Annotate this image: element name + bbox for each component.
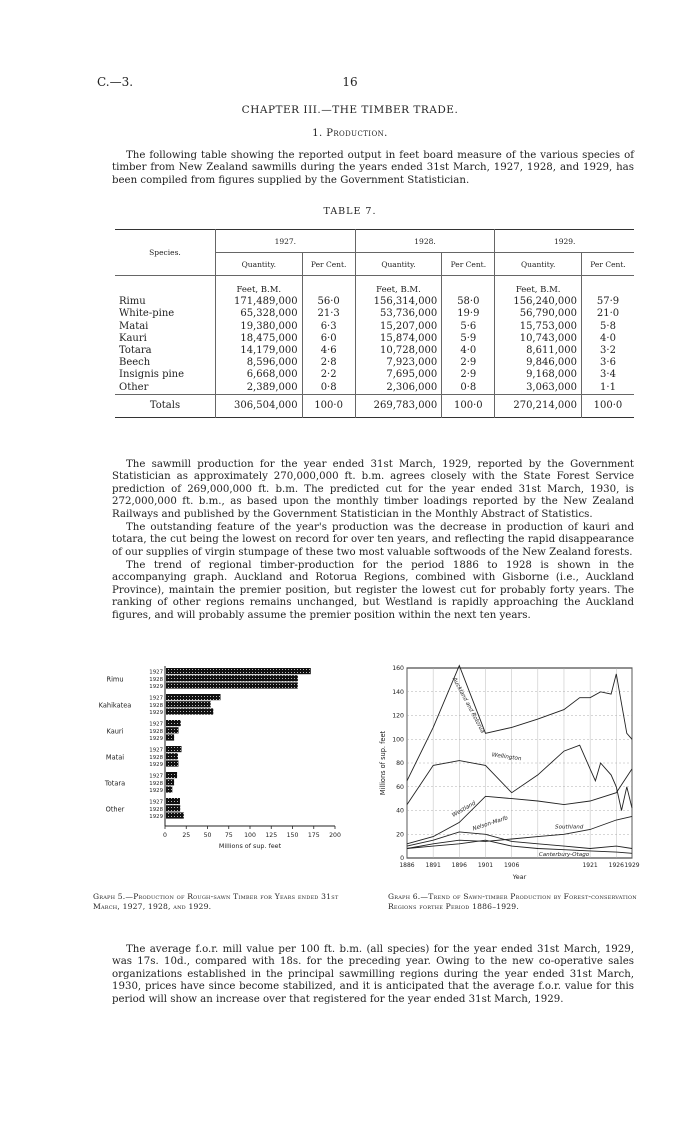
- series-label: Southland: [555, 824, 584, 831]
- year-label: 1929: [149, 684, 163, 691]
- y-tick-label: 120: [392, 712, 404, 720]
- x-tick-label: 1891: [425, 862, 441, 869]
- graph-6-caption: Graph 6.—Trend of Sawn-timber Production by Forest-conservation Regions forthe Period 1886–1929.: [388, 892, 637, 911]
- production-table: [115, 229, 634, 418]
- total-quantity-cell: 306,504,000: [216, 394, 303, 417]
- species-name: Rimu: [119, 296, 146, 308]
- quantity-cell: 9,846,000: [495, 357, 582, 369]
- total-quantity-cell: 270,214,000: [495, 394, 582, 417]
- year-label: 1927: [149, 799, 163, 806]
- species-cell: [115, 369, 216, 381]
- group-label: Kahikatea: [98, 701, 132, 710]
- bar: [166, 805, 180, 811]
- percent-cell: 6·3: [302, 321, 355, 333]
- species-cell: [115, 357, 216, 369]
- bar: [166, 786, 172, 792]
- paragraph-3: The trend of regional timber-production for the period 1886 to 1928 is shown in the accompanying graph. Auckland and Rotorua Regions, combined with Gisborne (i.e., Auckland Province), maintain the premier position, but register the lowest cut for probably forty years. The ranking of other regions remains unchanged, but Westland is rapidly approaching the Auckland figures, and will probably assume the premier position within the next ten years.: [112, 560, 634, 621]
- paragraph-2: The outstanding feature of the year's production was the decrease in production of kauri and totara, the cut being the lowest on record for over ten years, and reflecting the rapid disappearance of our supplies of virgin stumpage of these two most valuable softwoods of the New Zealand forests.: [112, 522, 634, 558]
- percent-cell: 2·8: [302, 357, 355, 369]
- year-label: 1928: [149, 676, 163, 683]
- page-number: 16: [342, 75, 358, 89]
- percent-header: Per Cent.: [302, 253, 355, 276]
- year-label: 1927: [149, 721, 163, 728]
- totals-label: Totals: [115, 394, 216, 417]
- percent-cell: 21·0: [581, 308, 634, 320]
- group-label: Matai: [105, 753, 125, 762]
- quantity-cell: 171,489,000: [216, 296, 303, 308]
- bar: [166, 727, 179, 733]
- percent-cell: 0·8: [302, 382, 355, 395]
- percent-cell: 2·2: [302, 369, 355, 381]
- year-header-1928: 1928.: [355, 230, 495, 253]
- year-header-1929: 1929.: [495, 230, 634, 253]
- species-cell: [115, 321, 216, 333]
- year-label: 1929: [149, 710, 163, 717]
- species-cell: [115, 308, 216, 320]
- bar: [166, 760, 178, 766]
- x-tick-label: 1901: [477, 862, 494, 869]
- x-tick-label: 50: [203, 832, 212, 839]
- table-row: [115, 369, 634, 381]
- percent-cell: 4·0: [581, 333, 634, 345]
- quantity-cell: 8,611,000: [495, 345, 582, 357]
- group-label: Kauri: [106, 727, 124, 736]
- quantity-cell: 3,063,000: [495, 382, 582, 395]
- bar: [166, 779, 174, 785]
- percent-cell: 5·6: [442, 321, 495, 333]
- table-row: [115, 357, 634, 369]
- percent-cell: 5·9: [442, 333, 495, 345]
- quantity-cell: 7,923,000: [355, 357, 442, 369]
- group-label: Totara: [104, 779, 126, 788]
- bar: [166, 772, 177, 778]
- y-axis-label: Millions of sup. feet: [379, 730, 387, 796]
- group-label: Rimu: [106, 675, 124, 684]
- table-row: [115, 345, 634, 357]
- x-tick-label: 175: [307, 832, 320, 839]
- quantity-cell: 53,736,000: [355, 308, 442, 320]
- year-label: 1927: [149, 773, 163, 780]
- percent-header: Per Cent.: [442, 253, 495, 276]
- y-tick-label: 0: [400, 855, 404, 863]
- intro-paragraph: The following table showing the reported output in feet board measure of the various species of timber from New Zealand sawmills during the years ended 31st March, 1927, 1928, and 1929, has been compiled from figures supplied by the Government Statistician.: [112, 150, 634, 186]
- species-name: Beech: [119, 357, 151, 369]
- x-tick-label: 0: [163, 832, 167, 839]
- species-name: Insignis pine: [119, 369, 185, 381]
- y-tick-label: 140: [392, 688, 404, 696]
- series-line: [407, 745, 632, 810]
- y-tick-label: 40: [396, 807, 404, 815]
- species-name: Totara: [119, 345, 152, 357]
- y-tick-label: 60: [396, 783, 404, 791]
- unit-label: Feet, B.M.: [355, 276, 442, 297]
- quantity-cell: 15,874,000: [355, 333, 442, 345]
- total-percent-cell: 100·0: [302, 394, 355, 417]
- bar: [166, 701, 211, 707]
- y-tick-label: 80: [396, 760, 404, 768]
- x-tick-label: 125: [265, 832, 278, 839]
- quantity-cell: 2,389,000: [216, 382, 303, 395]
- quantity-header: Quantity.: [355, 253, 442, 276]
- series-label: Auckland and Rotorua: [450, 676, 486, 735]
- quantity-cell: 8,596,000: [216, 357, 303, 369]
- percent-cell: 4·6: [302, 345, 355, 357]
- percent-cell: 3·2: [581, 345, 634, 357]
- y-tick-label: 160: [392, 665, 404, 673]
- year-label: 1928: [149, 702, 163, 709]
- quantity-cell: 14,179,000: [216, 345, 303, 357]
- x-tick-label: 1926: [608, 862, 624, 869]
- quantity-cell: 15,207,000: [355, 321, 442, 333]
- percent-cell: 3·4: [581, 369, 634, 381]
- quantity-cell: 19,380,000: [216, 321, 303, 333]
- quantity-cell: 15,753,000: [495, 321, 582, 333]
- series-label: Canterbury-Otago: [538, 852, 590, 859]
- quantity-cell: 18,475,000: [216, 333, 303, 345]
- y-tick-label: 100: [392, 736, 404, 744]
- percent-cell: 21·3: [302, 308, 355, 320]
- percent-cell: 19·9: [442, 308, 495, 320]
- percent-cell: 2·9: [442, 369, 495, 381]
- group-label: Other: [105, 805, 125, 814]
- bar: [166, 668, 311, 674]
- unit-label: Feet, B.M.: [495, 276, 582, 297]
- bar: [166, 708, 213, 714]
- unit-label: Feet, B.M.: [216, 276, 303, 297]
- percent-cell: 1·1: [581, 382, 634, 395]
- percent-cell: 5·8: [581, 321, 634, 333]
- x-axis-label: Millions of sup. feet: [218, 842, 282, 850]
- year-label: 1928: [149, 780, 163, 787]
- species-name: Kauri: [119, 332, 147, 344]
- table-row: [115, 382, 634, 395]
- x-tick-label: 1929: [624, 862, 640, 869]
- graph-5-chart: [75, 660, 375, 885]
- species-cell: [115, 345, 216, 357]
- percent-header: Per Cent.: [581, 253, 634, 276]
- quantity-cell: 156,314,000: [355, 296, 442, 308]
- x-tick-label: 1886: [399, 862, 415, 869]
- x-axis-label: Year: [512, 873, 527, 881]
- graph-6-chart: [370, 660, 640, 885]
- percent-cell: 58·0: [442, 296, 495, 308]
- total-quantity-cell: 269,783,000: [355, 394, 442, 417]
- x-tick-label: 100: [244, 832, 256, 839]
- quantity-cell: 6,668,000: [216, 369, 303, 381]
- percent-cell: 3·6: [581, 357, 634, 369]
- quantity-cell: 10,728,000: [355, 345, 442, 357]
- year-label: 1929: [149, 762, 163, 769]
- bar: [166, 734, 174, 740]
- paragraph-1: The sawmill production for the year ended 31st March, 1929, reported by the Government Statistician as approximately 270,000,000 ft. b.m. agrees closely with the State Forest Service prediction of 269,000,000 ft. b.m. The predicted cut for the year ended 31st March, 1930, is 272,000,000 ft. b.m., as based upon the monthly timber loadings reported by the New Zealand Railways and published by the Government Statistician in the Monthly Abstract of Statistics.: [112, 459, 634, 520]
- year-label: 1927: [149, 747, 163, 754]
- percent-cell: 4·0: [442, 345, 495, 357]
- x-tick-label: 1906: [504, 862, 520, 869]
- year-label: 1928: [149, 754, 163, 761]
- percent-cell: 0·8: [442, 382, 495, 395]
- graph-5-caption: Graph 5.—Production of Rough-sawn Timber for Years ended 31st March, 1927, 1928, and 1929.: [93, 892, 339, 911]
- x-tick-label: 1896: [451, 862, 467, 869]
- percent-cell: 2·9: [442, 357, 495, 369]
- quantity-cell: 7,695,000: [355, 369, 442, 381]
- year-label: 1927: [149, 695, 163, 702]
- table-title: TABLE 7.: [323, 206, 377, 217]
- bar: [166, 798, 180, 804]
- species-name: Matai: [119, 320, 149, 332]
- percent-cell: 56·0: [302, 296, 355, 308]
- quantity-cell: 156,240,000: [495, 296, 582, 308]
- quantity-cell: 2,306,000: [355, 382, 442, 395]
- x-tick-label: 150: [286, 832, 299, 839]
- x-tick-label: 1921: [582, 862, 598, 869]
- species-cell: [115, 382, 216, 395]
- year-label: 1928: [149, 806, 163, 813]
- series-label: Wellington: [491, 752, 522, 763]
- table-row: [115, 296, 634, 308]
- bar: [166, 753, 178, 759]
- closing-paragraph: The average f.o.r. mill value per 100 ft. b.m. (all species) for the year ended 31st March, 1929, was 17s. 10d., compared with 18s. for the preceding year. Owing to the new co-operative sales organizations established in the principal sawmilling regions during the year ended 31st March, 1930, prices have since become stabilized, and it is anticipated that the average f.o.r. value for this period will show an increase over that registered for the year ended 31st March, 1929.: [112, 944, 634, 1005]
- table-row: [115, 321, 634, 333]
- year-label: 1929: [149, 736, 163, 743]
- quantity-cell: 65,328,000: [216, 308, 303, 320]
- percent-cell: 6·0: [302, 333, 355, 345]
- year-label: 1929: [149, 788, 163, 795]
- year-label: 1927: [149, 669, 163, 676]
- bar: [166, 720, 181, 726]
- percent-cell: 57·9: [581, 296, 634, 308]
- table-row: [115, 308, 634, 320]
- year-label: 1928: [149, 728, 163, 735]
- series-label: Westland: [451, 800, 477, 819]
- total-percent-cell: 100·0: [442, 394, 495, 417]
- x-tick-label: 75: [224, 832, 233, 839]
- x-tick-label: 200: [329, 832, 341, 839]
- series-label: Nelson-Marlb: [471, 815, 509, 833]
- quantity-header: Quantity.: [495, 253, 582, 276]
- bar: [166, 746, 181, 752]
- chapter-heading: CHAPTER III.—THE TIMBER TRADE.: [241, 104, 459, 116]
- series-line: [407, 666, 632, 781]
- series-line: [407, 769, 632, 844]
- x-tick-label: 25: [182, 832, 191, 839]
- species-name: White-pine: [119, 308, 175, 320]
- quantity-cell: 9,168,000: [495, 369, 582, 381]
- section-heading: 1. Production.: [312, 128, 388, 139]
- bar: [166, 694, 221, 700]
- quantity-cell: 56,790,000: [495, 308, 582, 320]
- year-label: 1929: [149, 814, 163, 821]
- document-code: C.—3.: [97, 75, 134, 89]
- quantity-cell: 10,743,000: [495, 333, 582, 345]
- species-header: Species.: [149, 248, 181, 257]
- bar: [166, 682, 298, 688]
- bar: [166, 675, 298, 681]
- bar: [166, 812, 184, 818]
- year-header-1927: 1927.: [216, 230, 356, 253]
- species-name: Other: [119, 381, 149, 393]
- table-row: [115, 333, 634, 345]
- species-cell: [115, 296, 216, 308]
- total-percent-cell: 100·0: [581, 394, 634, 417]
- y-tick-label: 20: [396, 831, 404, 839]
- totals-row: [115, 394, 634, 417]
- quantity-header: Quantity.: [216, 253, 303, 276]
- species-cell: [115, 333, 216, 345]
